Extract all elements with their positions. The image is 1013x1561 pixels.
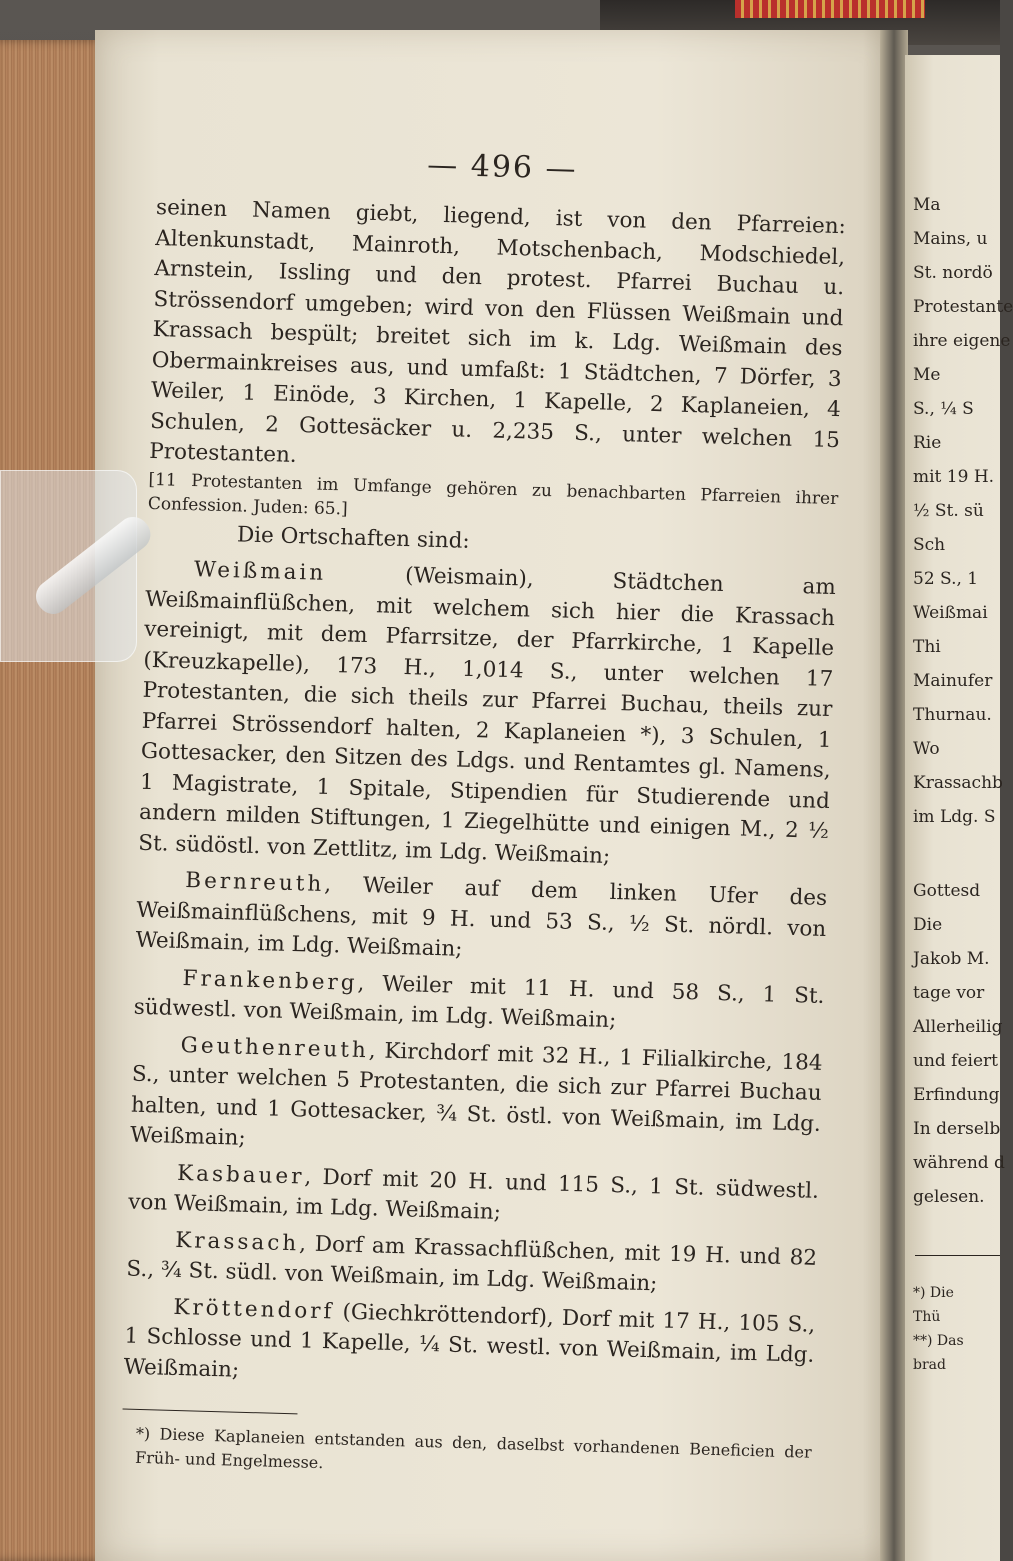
right-line: Jakob M. bbox=[913, 949, 990, 969]
right-footnotes bbox=[913, 1285, 964, 1381]
right-page-text bbox=[913, 195, 1013, 1221]
right-line: ½ St. sü bbox=[913, 501, 984, 521]
place-description: , Weiler auf dem linken Ufer des Weißmainflüßchens, mit 9 H. und 53 S., ½ St. nördl. von Weißmain, im Ldg. Weißmain; bbox=[135, 871, 828, 962]
place-entry bbox=[135, 865, 827, 976]
place-description: , Dorf mit 20 H. und 115 S., 1 St. südwestl. von Weißmain, im Ldg. Weißmain; bbox=[127, 1163, 820, 1225]
right-line: Gottesd bbox=[913, 881, 981, 901]
spine-decoration bbox=[735, 0, 925, 18]
right-foot-line: **) Das bbox=[913, 1333, 964, 1349]
ortschaften-heading: Die Ortschaften sind: bbox=[236, 521, 471, 554]
right-line: tage vor bbox=[913, 983, 985, 1003]
place-description: , Kirchdorf mit 32 H., 1 Filialkirche, 184 S., unter welchen 5 Protestanten, die sich zur Pfarrei Buchau halten, und 1 Gottesacker, ¾ St. östl. von Weißmain, im Ldg. Weißmain; bbox=[129, 1037, 823, 1151]
place-name: Krassach bbox=[174, 1227, 300, 1256]
right-line: St. nordö bbox=[913, 263, 993, 283]
right-footnote-rule bbox=[915, 1255, 1000, 1256]
place-description: , Dorf am Krassachflüßchen, mit 19 H. und 82 S., ¾ St. südl. von Weißmain, im Ldg. Weißmain; bbox=[126, 1230, 818, 1297]
right-line: während d bbox=[913, 1153, 1005, 1173]
right-line: und feiert bbox=[913, 1051, 998, 1071]
right-line: Krassachb bbox=[913, 773, 1003, 793]
right-line: Weißmai bbox=[913, 603, 988, 623]
right-line: mit 19 H. bbox=[913, 467, 995, 487]
place-description: , Weiler mit 11 H. und 58 S., 1 St. südwestl. von Weißmain, im Ldg. Weißmain; bbox=[133, 970, 825, 1034]
book-fore-edge bbox=[0, 40, 105, 1561]
right-foot-line: Thü bbox=[913, 1309, 941, 1325]
right-line: Ma bbox=[913, 195, 941, 215]
footnote-rule bbox=[123, 1409, 298, 1415]
place-entry bbox=[133, 962, 824, 1042]
place-entry bbox=[130, 1029, 823, 1170]
place-name: Frankenberg bbox=[182, 965, 358, 996]
book-gutter bbox=[880, 30, 908, 1561]
place-description: (Weismain), Städtchen am Weißmainflüßchen, mit welchem sich hier die Krassach vereinigt, mit dem Pfarrsitze, der Pfarrkirche, 1 Kapelle (Kreuzkapelle), 173 H., 1,014 S., unter welchen 17 Protestanten, die sich theils zur Pfarrei Buchau, theils zur Pfarrei Strössendorf halten, 2 Kaplaneien *), 3 Schulen, 1 Gottesacker, den Sitzen des Ldgs. und Rentamtes gl. Namens, 1 Magistrate, 1 Spitale, Stipendien für Studierende und andern milden Stiftungen, 1 Ziegelhütte und einigen M., 2 ½ St. südöstl. von Zettlitz, im Ldg. Weißmain; bbox=[138, 560, 837, 869]
right-line: 52 S., 1 bbox=[913, 569, 979, 589]
footnote: *) Diese Kaplaneien entstanden aus den, daselbst vorhandenen Beneficien der Früh- und Engelmesse. bbox=[134, 1423, 812, 1473]
right-line: Me bbox=[913, 365, 941, 385]
place-name: Weißmain bbox=[193, 557, 327, 586]
right-line: Protestante bbox=[913, 297, 1013, 317]
place-entry bbox=[126, 1224, 817, 1304]
place-name: Kasbauer bbox=[176, 1160, 305, 1189]
right-line: gelesen. bbox=[913, 1187, 985, 1207]
right-foot-line: *) Die bbox=[913, 1285, 954, 1301]
right-line: Thurnau. bbox=[913, 705, 992, 725]
right-line: Mainufer bbox=[913, 671, 993, 691]
right-line: Sch bbox=[913, 535, 946, 555]
right-line: im Ldg. S bbox=[913, 807, 996, 827]
intro-note: [11 Protestanten im Umfange gehören zu benachbarten Pfarreien ihrer Confession. Juden: 65.] bbox=[147, 469, 839, 519]
right-line: In derselb bbox=[913, 1119, 1001, 1139]
place-name: Geuthenreuth bbox=[180, 1032, 370, 1063]
right-line: Thi bbox=[913, 637, 941, 657]
right-foot-line: brad bbox=[913, 1357, 946, 1373]
place-entry bbox=[138, 554, 836, 878]
right-line: Allerheilig bbox=[913, 1017, 1003, 1037]
place-name: Kröttendorf bbox=[173, 1294, 335, 1324]
right-line: Rie bbox=[913, 433, 942, 453]
right-line: Erfindung bbox=[913, 1085, 1000, 1105]
right-page bbox=[905, 55, 1013, 1561]
intro-paragraph: seinen Namen giebt, liegend, ist von den Pfarreien: Altenkunstadt, Mainroth, Motschenbach, Modschiedel, Arnstein, Issling und den protest. Pfarrei Buchau u. Strössendorf umgeben; wird von den Flüssen Weißmain und Krassach bespült; breitet sich im k. Ldg. Weißmain des Obermainkreises aus, und umfaßt: 1 Städtchen, 7 Dörfer, 3 Weiler, 1 Einöde, 3 Kirchen, 1 Kapelle, 2 Kaplaneien, 4 Schulen, 2 Gottesäcker u. 2,235 S., unter welchen 15 Protestanten. bbox=[148, 194, 847, 468]
right-line: Mains, u bbox=[913, 229, 988, 249]
right-line: S., ¼ S bbox=[913, 399, 974, 419]
place-entry bbox=[123, 1291, 815, 1402]
right-line: ihre eigene bbox=[913, 331, 1011, 351]
place-entry bbox=[128, 1157, 819, 1237]
right-line: Wo bbox=[913, 739, 940, 759]
right-line: Die bbox=[913, 915, 943, 935]
left-page-text bbox=[121, 140, 848, 1489]
page-number: — 496 — bbox=[426, 147, 579, 187]
place-name: Bernreuth bbox=[184, 868, 325, 897]
place-description: (Giechkröttendorf), Dorf mit 17 H., 105 S., 1 Schlosse und 1 Kapelle, ¼ St. westl. von Weißmain, im Ldg. Weißmain; bbox=[123, 1298, 816, 1383]
